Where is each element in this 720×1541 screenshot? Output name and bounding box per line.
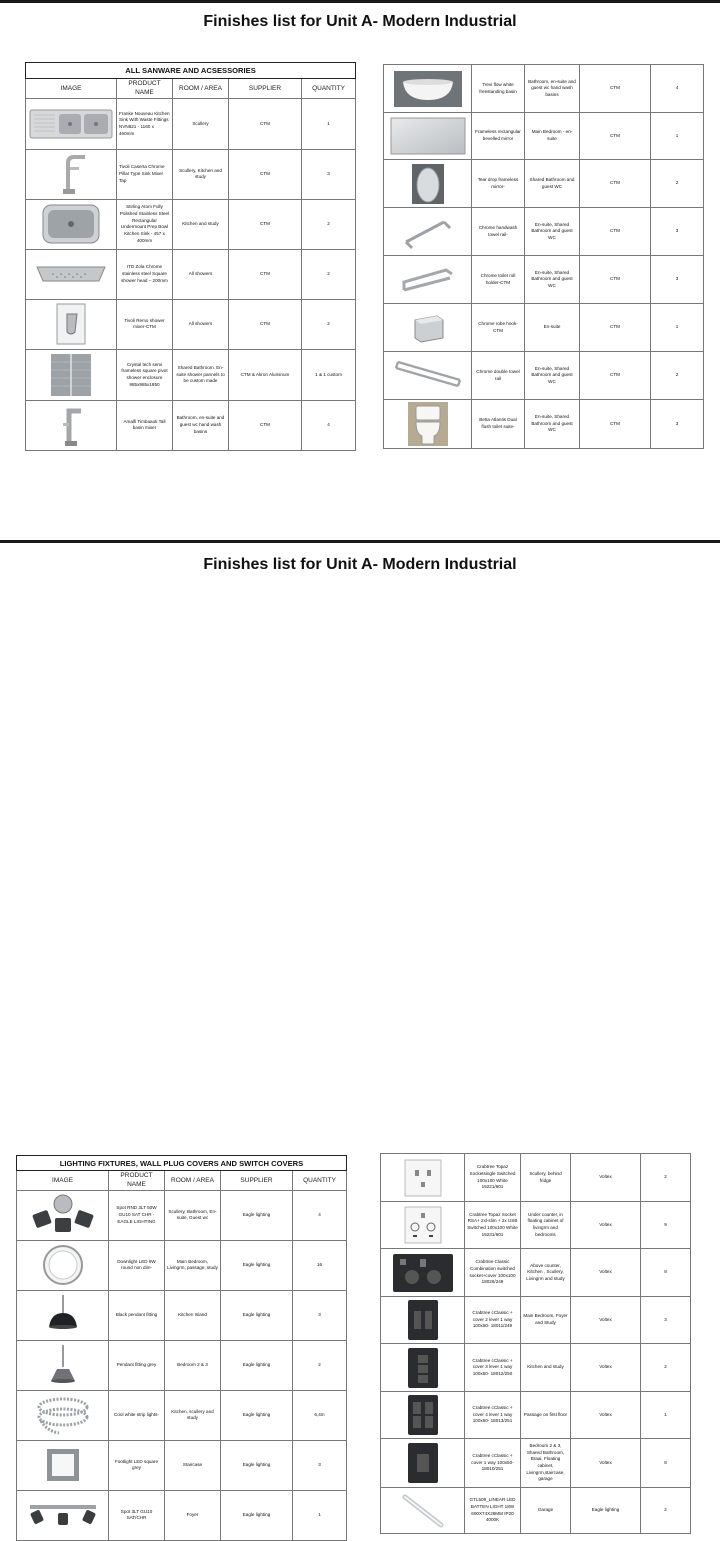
table-row (384, 400, 704, 449)
quantity: 2 (641, 1154, 691, 1202)
page-divider (0, 0, 720, 3)
supplier: CTM (580, 400, 651, 449)
product-name: Chrome handwash towel rail- (472, 208, 525, 256)
table-row (381, 1439, 691, 1488)
quantity: 3 (293, 1290, 347, 1340)
product-name: Downlight LED 9W round non dim- (109, 1240, 165, 1290)
quantity: 9 (641, 1202, 691, 1249)
product-name: Tear drop frameless mirror- (472, 160, 525, 208)
product-name: Crabtree Classic Combination switched socket+cover 100x100 18026/249 (465, 1249, 521, 1297)
room-area: Kitchen, scullery and study (165, 1390, 221, 1440)
room-area: Above counter, Kitchen , Scullery, Livingrm and study (521, 1249, 571, 1297)
room-area: Main Bedroom, Livingrm, passage, study (165, 1240, 221, 1290)
supplier: CTM (580, 208, 651, 256)
table-row (384, 208, 704, 256)
square-footlight-icon (17, 1440, 109, 1490)
quantity: 8 (641, 1439, 691, 1488)
header-supplier: SUPPLIER (221, 1171, 293, 1191)
product-name: Spot 3LT GU10 SAT/CHR (109, 1490, 165, 1540)
header-image: IMAGE (17, 1171, 109, 1191)
product-name: Crabtree cClassic + cover 3 lever 1 way 100x50- 18012/250 (465, 1344, 521, 1392)
product-name: Crabtree Topaz Socketsingle Switched 100x100 White 15221/601 (465, 1154, 521, 1202)
room-area: Staircase (165, 1440, 221, 1490)
product-name: Tivoli Caserta Chrome Pillar Type Sink Mixer Tap (117, 149, 173, 199)
spotlight-cluster-icon (17, 1190, 109, 1240)
supplier: Eagle lighting (221, 1490, 293, 1540)
supplier: CTM (580, 113, 651, 160)
sanware-table-continued (383, 64, 704, 449)
supplier: Eagle lighting (221, 1390, 293, 1440)
shower-mixer-icon (26, 299, 117, 349)
three-lever-switch-icon (381, 1344, 465, 1392)
table-row (381, 1392, 691, 1439)
page-divider (0, 540, 720, 543)
towel-rail-icon (384, 208, 472, 256)
table-row (26, 349, 356, 400)
supplier: CTM (580, 256, 651, 304)
supplier: CTM (229, 149, 302, 199)
quantity: 3 (641, 1297, 691, 1344)
quantity: 2 (302, 199, 356, 249)
supplier: Voltex (571, 1154, 641, 1202)
supplier: Voltex (571, 1344, 641, 1392)
supplier: Eagle lighting (221, 1240, 293, 1290)
supplier: CTM (229, 98, 302, 149)
product-name: Betta Atlantis Dual flush toilet suite- (472, 400, 525, 449)
supplier: Voltex (571, 1392, 641, 1439)
quantity: 16 (293, 1240, 347, 1290)
product-name: GTL509_LINEAR LED BATTEN LIGHT 18W 600X74X26MM IP20 4000K (465, 1488, 521, 1534)
table-row (26, 400, 356, 450)
table-row (384, 65, 704, 113)
quantity: 3 (302, 149, 356, 199)
tear-drop-mirror-icon (384, 160, 472, 208)
header-room: ROOM / AREA (173, 79, 229, 99)
four-lever-switch-icon (381, 1392, 465, 1439)
quantity: 4 (302, 400, 356, 450)
header-room: ROOM / AREA (165, 1171, 221, 1191)
room-area: Shared Bathroom. En-suite shower pannels to be custom made (173, 349, 229, 400)
single-switch-icon (381, 1154, 465, 1202)
product-name: Chrome toilet roll holder-CTM (472, 256, 525, 304)
header-image: IMAGE (26, 79, 117, 99)
product-name: Spot RND 3LT 50W GU10 SAT CHR - EAGLE LIGHTING (109, 1190, 165, 1240)
table-row (381, 1488, 691, 1534)
two-lever-switch-icon (381, 1297, 465, 1344)
room-area: Passage on first floor (521, 1392, 571, 1439)
room-area: Foyer (165, 1490, 221, 1540)
product-name: Chrome robe hook-CTM (472, 304, 525, 352)
room-area: All showers (173, 299, 229, 349)
room-area: Bedroom 2 & 3, Shared Bathroom, Braai, Floating cabinet, Livingrm,staircase, garage (521, 1439, 571, 1488)
supplier: CTM (229, 249, 302, 299)
product-name: Chrome double towel rail (472, 352, 525, 400)
room-area: Shared Bathroom and guest WC (525, 160, 580, 208)
room-area: Bedroom 2 & 3 (165, 1340, 221, 1390)
supplier: Voltex (571, 1202, 641, 1249)
product-name: Crabtree cClassic + cover 4 lever 1 way 100x50- 18013/251 (465, 1392, 521, 1439)
product-name: Black pendant fitting (109, 1290, 165, 1340)
supplier: Eagle lighting (221, 1190, 293, 1240)
supplier: Eagle lighting (221, 1440, 293, 1490)
section-title: LIGHTING FIXTURES, WALL PLUG COVERS AND SWITCH COVERS (17, 1156, 347, 1171)
quantity: 3 (651, 256, 704, 304)
product-name: Crystal tech semi frameless square pivot shower enclosure 985x985x1850 (117, 349, 173, 400)
table-row (26, 299, 356, 349)
room-area: En-suite, Shared Bathroom and guest WC (525, 400, 580, 449)
room-area: Kitchen and study (521, 1344, 571, 1392)
product-name: Cool white strip lights- (109, 1390, 165, 1440)
quantity: 2 (302, 299, 356, 349)
header-quantity: QUANTITY (302, 79, 356, 99)
quantity: 2 (641, 1488, 691, 1534)
quantity: 2 (293, 1340, 347, 1390)
combination-socket-icon (381, 1249, 465, 1297)
product-name: Crabtree cClassic + cover 2 lever 1 way 100x50- 18011/249 (465, 1297, 521, 1344)
quantity: 1 & 1 custom (302, 349, 356, 400)
table-row (26, 199, 356, 249)
room-area: Kitchen and study (173, 199, 229, 249)
table-row (384, 352, 704, 400)
product-name: Crabtree Topaz Socket RSA+ 2xl-slim + 2x USB Switched 100x100 White 15231/601 (465, 1202, 521, 1249)
room-area: Scullery, Kitchen and study (173, 149, 229, 199)
quantity: 3 (293, 1440, 347, 1490)
toilet-suite-icon (384, 400, 472, 449)
product-name: Stirling Atom Fully Polished Stainless Steel Rectangular Undermount Prep Bowl Kitchen Sink - 457 x 400mm (117, 199, 173, 249)
table-row (17, 1240, 347, 1290)
product-name: Frameless rectangular bevelled mirror (472, 113, 525, 160)
supplier: Voltex (571, 1297, 641, 1344)
quantity: 1 (641, 1392, 691, 1439)
black-pendant-icon (17, 1290, 109, 1340)
quantity: 1 (651, 113, 704, 160)
supplier: Eagle lighting (571, 1488, 641, 1534)
downlight-icon (17, 1240, 109, 1290)
table-row (384, 113, 704, 160)
quantity: 2 (302, 249, 356, 299)
table-row (26, 249, 356, 299)
product-name: Tivoli Remo shower mixer-CTM (117, 299, 173, 349)
sink-mixer-tap-icon (26, 149, 117, 199)
spot-bar-icon (17, 1490, 109, 1540)
table-row (381, 1249, 691, 1297)
section-title: ALL SANWARE AND ACSESSORIES (26, 63, 356, 79)
room-area: Under counter, in floating cabinet of livingrm and bedrooms (521, 1202, 571, 1249)
quantity: 1 (651, 304, 704, 352)
header-product: PRODUCT NAME (109, 1171, 165, 1191)
room-area: Bathroom, en-suite and guest wc hand wash basins (173, 400, 229, 450)
product-name: ITD Zola Chrome stainless steel Square shower head – 200mm (117, 249, 173, 299)
room-area: Scullery, behind fridge (521, 1154, 571, 1202)
product-name: Footlight LED square grey (109, 1440, 165, 1490)
header-supplier: SUPPLIER (229, 79, 302, 99)
supplier: Voltex (571, 1249, 641, 1297)
product-name: Pendant fitting grey (109, 1340, 165, 1390)
table-row (381, 1154, 691, 1202)
freestanding-basin-icon (384, 65, 472, 113)
supplier: Voltex (571, 1439, 641, 1488)
page-sanware (0, 0, 720, 540)
room-area: Bathroom, en-suite and guest wc hand wash basins (525, 65, 580, 113)
room-area: Garage (521, 1488, 571, 1534)
table-row (384, 256, 704, 304)
table-row (381, 1202, 691, 1249)
basin-mixer-icon (26, 400, 117, 450)
shower-enclosure-icon (26, 349, 117, 400)
table-row (26, 98, 356, 149)
product-name: Crabtree cClassic + cover 1 way 100x50- 18010/251 (465, 1439, 521, 1488)
table-row (384, 304, 704, 352)
table-row (384, 160, 704, 208)
robe-hook-icon (384, 304, 472, 352)
table-row (17, 1340, 347, 1390)
header-quantity: QUANTITY (293, 1171, 347, 1191)
page-lighting (0, 540, 720, 1523)
room-area: Scullery (173, 98, 229, 149)
room-area: En-suite, Shared Bathroom and guest WC (525, 208, 580, 256)
rectangular-mirror-icon (384, 113, 472, 160)
supplier: CTM (580, 65, 651, 113)
table-row (381, 1344, 691, 1392)
product-name: Franke Nouveau Kitchen Sink With Waste Fittings NVN621 - 1160 x 460mm (117, 98, 173, 149)
table-row (17, 1490, 347, 1540)
grey-pendant-icon (17, 1340, 109, 1390)
table-row (381, 1297, 691, 1344)
page-title: Finishes list for Unit A- Modern Industrial (203, 556, 517, 573)
double-kitchen-sink-icon (26, 98, 117, 149)
supplier: CTM & Akron Aluminum (229, 349, 302, 400)
quantity: 2 (641, 1344, 691, 1392)
quantity: 4 (293, 1190, 347, 1240)
quantity: 3 (651, 400, 704, 449)
usb-socket-icon (381, 1202, 465, 1249)
room-area: Main Bedroom, Foyer and Study (521, 1297, 571, 1344)
table-row (17, 1440, 347, 1490)
supplier: Eagle lighting (221, 1290, 293, 1340)
supplier: CTM (229, 299, 302, 349)
toilet-roll-holder-icon (384, 256, 472, 304)
one-lever-switch-icon (381, 1439, 465, 1488)
quantity: 1 (302, 98, 356, 149)
page-title: Finishes list for Unit A- Modern Industrial (203, 13, 517, 30)
quantity: 8 (641, 1249, 691, 1297)
quantity: 2 (651, 160, 704, 208)
supplier: CTM (580, 160, 651, 208)
supplier: CTM (580, 304, 651, 352)
room-area: Scullery, Bathroom, En-suite, Guest wc (165, 1190, 221, 1240)
batten-light-icon (381, 1488, 465, 1534)
room-area: Kitchen Island (165, 1290, 221, 1340)
room-area: En-suite (525, 304, 580, 352)
product-name: Amalfi Timbaauti Tall basin mixer (117, 400, 173, 450)
supplier: CTM (229, 400, 302, 450)
table-row (17, 1290, 347, 1340)
room-area: Main Bedroom - en-suite (525, 113, 580, 160)
table-row (17, 1190, 347, 1240)
room-area: En-suite, Shared Bathroom and guest WC (525, 256, 580, 304)
square-shower-head-icon (26, 249, 117, 299)
product-name: Trevi flow white freestanding basin (472, 65, 525, 113)
undermount-sink-icon (26, 199, 117, 249)
room-area: All showers (173, 249, 229, 299)
header-product: PRODUCT NAME (117, 79, 173, 99)
double-towel-rail-icon (384, 352, 472, 400)
supplier: CTM (580, 352, 651, 400)
lighting-table-continued (380, 1153, 691, 1534)
supplier: Eagle lighting (221, 1340, 293, 1390)
quantity: 4 (651, 65, 704, 113)
led-strip-icon (17, 1390, 109, 1440)
supplier: CTM (229, 199, 302, 249)
sanware-table (25, 62, 356, 451)
lighting-table (16, 1155, 347, 1541)
quantity: 3 (651, 208, 704, 256)
room-area: En-suite, Shared Bathroom and guest WC (525, 352, 580, 400)
table-row (26, 149, 356, 199)
quantity: 6,4m (293, 1390, 347, 1440)
table-row (17, 1390, 347, 1440)
quantity: 2 (651, 352, 704, 400)
quantity: 1 (293, 1490, 347, 1540)
